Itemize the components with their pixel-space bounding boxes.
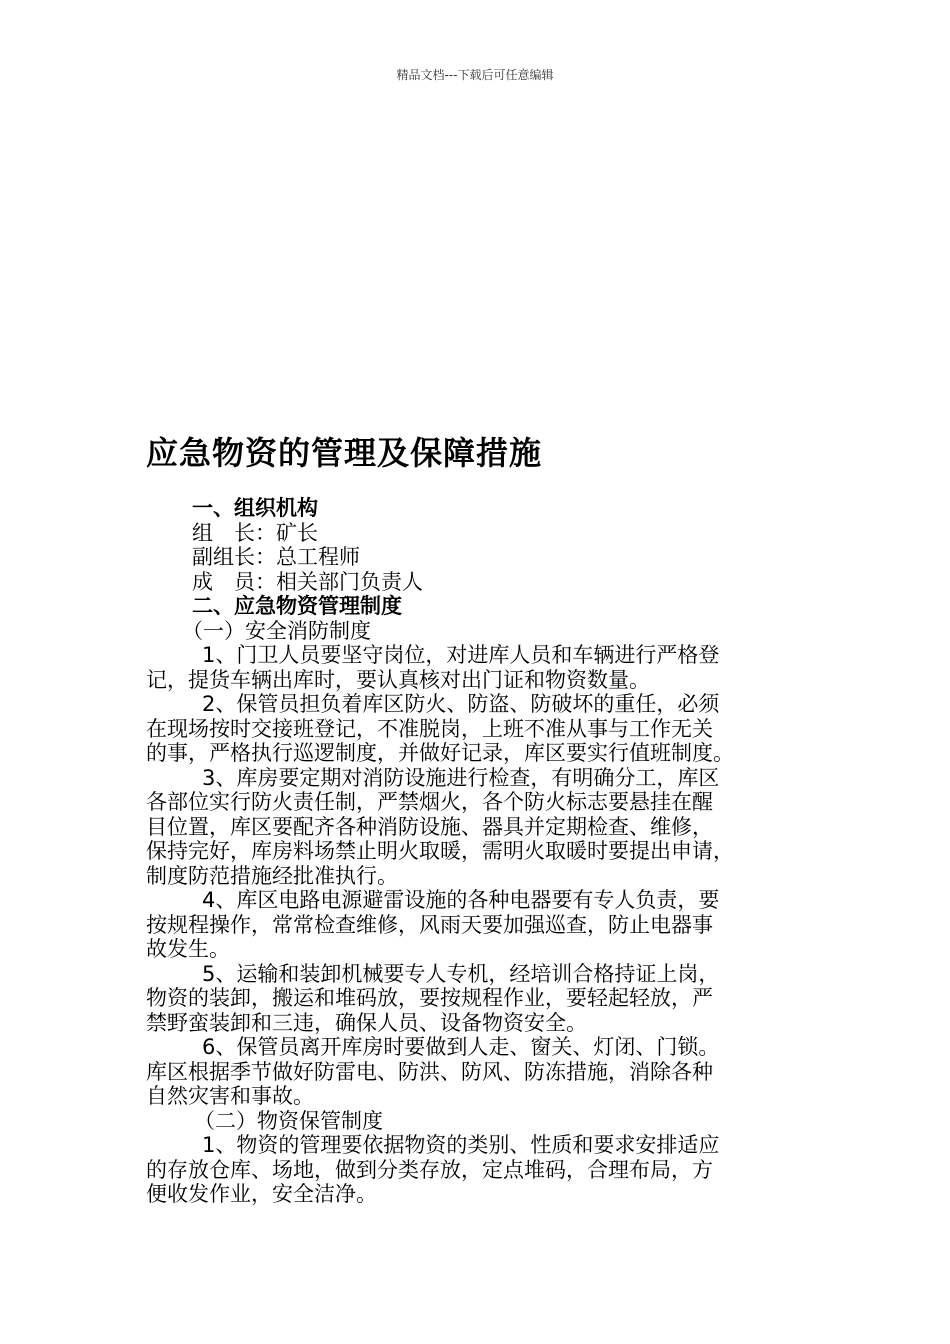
text-line: 目位置，库区要配齐各种消防设施、器具并定期检查、维修， xyxy=(146,814,713,839)
text-line: 保持完好，库房料场禁止明火取暖，需明火取暖时要提出申请， xyxy=(146,839,734,863)
text-line: 物资的装卸，搬运和堆码放，要按规程作业，要轻起轻放，严 xyxy=(146,986,713,1010)
text-line: （一）安全消防制度 xyxy=(182,618,371,643)
text-line: 故发生。 xyxy=(146,937,230,961)
text-line: 便收发作业，安全洁净。 xyxy=(146,1182,377,1206)
text-line: 自然灾害和事故。 xyxy=(146,1084,314,1108)
text-line: 1、门卫人员要坚守岗位，对进库人员和车辆进行严格登 xyxy=(202,643,720,667)
text-line: 一、组织机构 xyxy=(192,496,318,520)
text-line: 禁野蛮装卸和三违，确保人员、设备物资安全。 xyxy=(146,1010,587,1035)
text-line: 1、物资的管理要依据物资的类别、性质和要求安排适应 xyxy=(202,1133,720,1157)
text-line: 的事，严格执行巡逻制度，并做好记录，库区要实行值班制度。 xyxy=(146,741,734,765)
text-line: 4、库区电路电源避雷设施的各种电器要有专人负责，要 xyxy=(202,888,720,912)
text-line: 的存放仓库、场地，做到分类存放，定点堆码，合理布局，方 xyxy=(146,1157,713,1182)
page-header: 精品文档---下载后可任意编辑 xyxy=(396,68,554,82)
text-line: 按规程操作，常常检查维修，风雨天要加强巡查，防止电器事 xyxy=(146,912,713,937)
text-line: 制度防范措施经批准执行。 xyxy=(146,863,398,888)
text-line: 成 员：相关部门负责人 xyxy=(192,569,423,594)
text-line: （二）物资保管制度 xyxy=(194,1108,383,1133)
text-line: 库区根据季节做好防雷电、防洪、防风、防冻措施，消除各种 xyxy=(146,1059,713,1084)
text-line: 二、应急物资管理制度 xyxy=(192,594,402,618)
document-body xyxy=(146,496,826,1207)
text-line: 副组长：总工程师 xyxy=(192,545,360,569)
document-title: 应急物资的管理及保障措施 xyxy=(146,434,543,472)
text-line: 记，提货车辆出库时，要认真核对出门证和物资数量。 xyxy=(146,667,650,692)
text-line: 各部位实行防火责任制，严禁烟火，各个防火标志要悬挂在醒 xyxy=(146,790,713,814)
text-line: 在现场按时交接班登记，不准脱岗，上班不准从事与工作无关 xyxy=(146,716,713,741)
text-line: 5、运输和装卸机械要专人专机，经培训合格持证上岗， xyxy=(202,961,720,986)
text-line: 2、保管员担负着库区防火、防盗、防破坏的重任，必须 xyxy=(202,692,720,716)
text-line: 6、保管员离开库房时要做到人走、窗关、灯闭、门锁。 xyxy=(202,1035,720,1059)
text-line: 3、库房要定期对消防设施进行检查，有明确分工，库区 xyxy=(202,765,720,790)
text-line: 组 长：矿长 xyxy=(192,520,318,545)
